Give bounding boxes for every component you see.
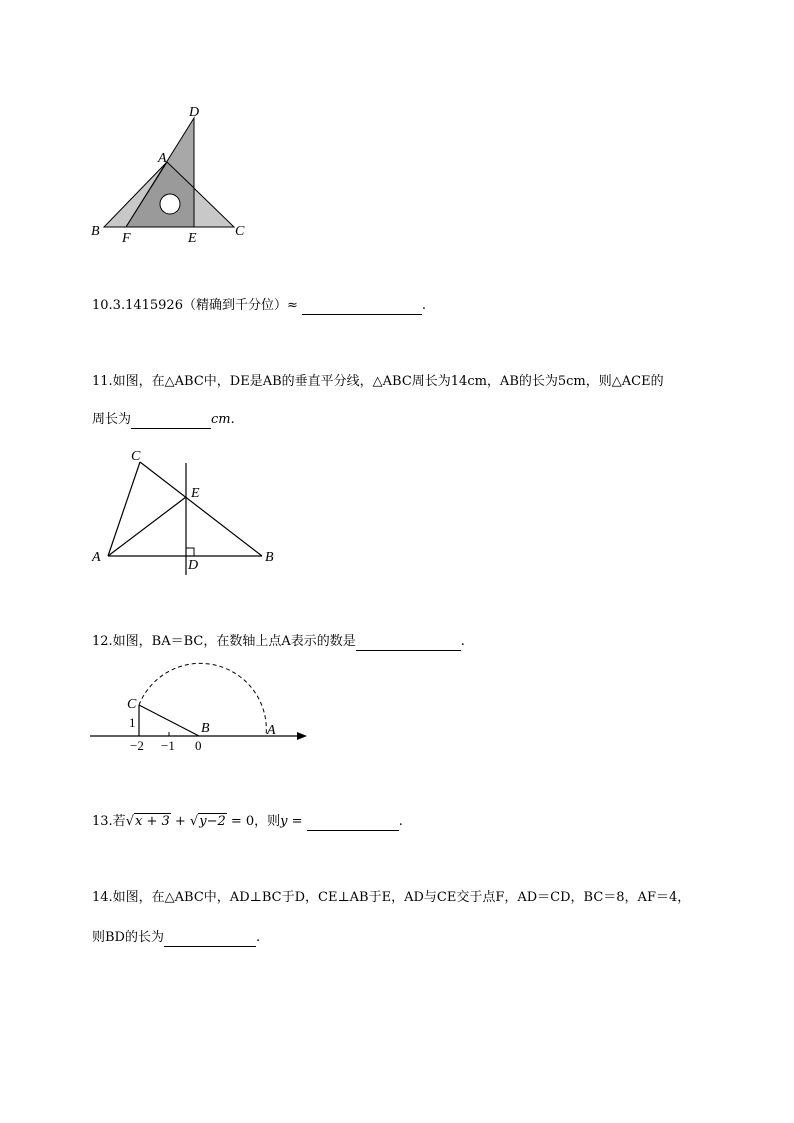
label-d: D bbox=[188, 558, 199, 573]
answer-blank-11[interactable] bbox=[131, 414, 211, 429]
question-11-line-1: 11.如图，在△ABC中，DE是AB的垂直平分线，△ABC周长为14cm，AB的长为5cm，则△ACE的 bbox=[92, 374, 664, 389]
question-13-end: . bbox=[398, 814, 403, 829]
question-14-prefix: 则BD的长为 bbox=[92, 930, 164, 945]
tick-label-minus-2: −2 bbox=[130, 738, 144, 753]
label-a: A bbox=[267, 723, 276, 738]
label-c: C bbox=[127, 697, 137, 712]
label-a: A bbox=[92, 550, 101, 565]
question-14-end: . bbox=[255, 930, 261, 945]
answer-blank-14[interactable] bbox=[164, 932, 256, 947]
question-10-text: 10.3.1415926（精确到千分位）≈ bbox=[92, 298, 298, 313]
figure-perpendicular-bisector bbox=[85, 445, 285, 580]
question-13-eq2: = bbox=[287, 814, 307, 829]
label-a: A bbox=[158, 151, 167, 166]
label-e: E bbox=[188, 231, 197, 246]
question-12-end: . bbox=[460, 634, 465, 649]
question-13-prefix: 13.若 bbox=[92, 814, 126, 829]
question-13-var: y bbox=[280, 814, 288, 829]
question-11-end: . bbox=[230, 412, 235, 427]
answer-blank-13[interactable] bbox=[307, 816, 399, 831]
question-11-unit: cm bbox=[211, 412, 231, 427]
label-b: B bbox=[91, 224, 100, 239]
question-12-text: 12.如图，BA＝BC，在数轴上点A表示的数是 bbox=[92, 634, 356, 649]
label-b: B bbox=[201, 721, 210, 736]
figure-number-line bbox=[85, 660, 315, 760]
question-11-prefix: 周长为 bbox=[92, 412, 132, 427]
question-10-end: . bbox=[421, 298, 427, 313]
question-14-line-2 bbox=[92, 929, 260, 947]
question-13-plus: + bbox=[170, 814, 190, 829]
label-c: C bbox=[131, 449, 141, 464]
figure-set-square-triangle bbox=[80, 100, 280, 250]
question-12 bbox=[92, 633, 465, 651]
label-one: 1 bbox=[129, 715, 136, 730]
label-e: E bbox=[191, 486, 200, 501]
question-13: 13.若√x + 3 + √y−2 = 0，则y = . bbox=[92, 814, 403, 829]
question-11-line-2 bbox=[92, 411, 235, 429]
label-c: C bbox=[235, 224, 245, 239]
question-13-eq: = 0，则 bbox=[226, 814, 281, 829]
set-square-hole bbox=[160, 194, 180, 214]
label-d: D bbox=[189, 105, 200, 120]
tick-label-minus-1: −1 bbox=[161, 738, 175, 753]
number-line-arrow bbox=[297, 732, 307, 740]
answer-blank-10[interactable] bbox=[302, 300, 422, 315]
label-b: B bbox=[265, 550, 274, 565]
tick-label-0: 0 bbox=[195, 738, 202, 753]
radical-1: x + 3 bbox=[134, 814, 170, 829]
question-14-line-1: 14.如图，在△ABC中，AD⊥BC于D，CE⊥AB于E，AD与CE交于点F，AD＝CD，BC＝8，AF＝4， bbox=[92, 890, 691, 905]
question-10 bbox=[92, 297, 426, 315]
answer-blank-12[interactable] bbox=[356, 636, 461, 651]
radical-2: y−2 bbox=[199, 814, 226, 829]
label-f: F bbox=[122, 231, 131, 246]
